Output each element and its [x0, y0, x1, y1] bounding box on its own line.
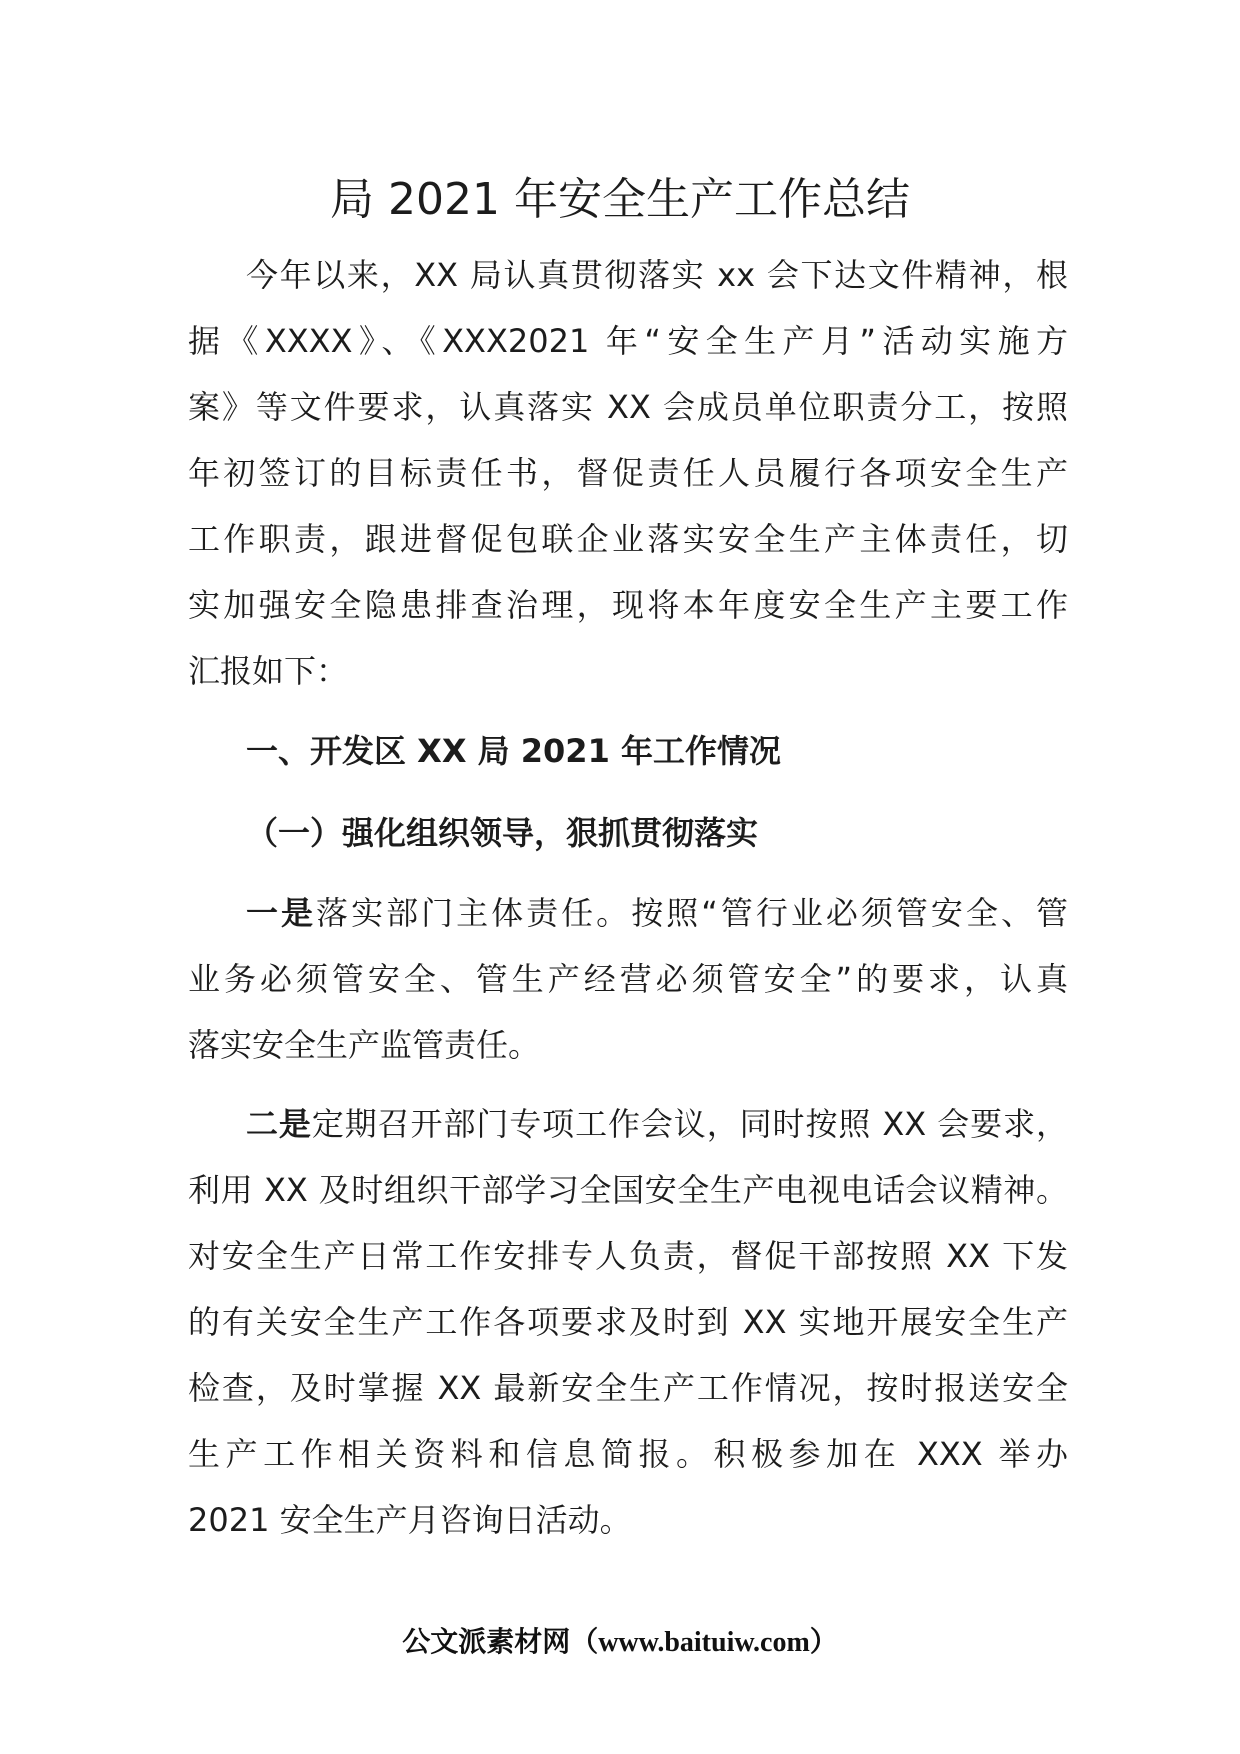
document-title: 局 2021 年安全生产工作总结: [330, 174, 910, 225]
point-line: 2021 安全生产月咨询日活动。: [188, 1501, 632, 1539]
intro-line: 年初签订的目标责任书，督促责任人员履行各项安全生产: [188, 454, 1068, 492]
point-one-paragraph: [188, 880, 1068, 1078]
point-line: 业务必须管安全、管生产经营必须管安全”的要求，认真: [188, 960, 1068, 998]
point-lead: 一是: [246, 894, 317, 932]
point-line: 落实安全生产监管责任。: [188, 1026, 541, 1064]
point-line: 生产工作相关资料和信息简报。积极参加在 XXX 举办: [188, 1435, 1068, 1473]
point-line: [188, 880, 1068, 946]
point-two-paragraph: [188, 1091, 1068, 1553]
subsection-heading: （一）强化组织领导，狠抓贯彻落实: [246, 814, 759, 852]
point-line: 检查，及时掌握 XX 最新安全生产工作情况，按时报送安全: [188, 1369, 1068, 1407]
point-line: 对安全生产日常工作安排专人负责，督促干部按照 XX 下发: [188, 1237, 1068, 1275]
section-heading: 一、开发区 XX 局 2021 年工作情况: [246, 732, 781, 770]
point-text: 定期召开部门专项工作会议，同时按照 XX 会要求，: [311, 1105, 1068, 1143]
point-lead: 二是: [246, 1105, 312, 1143]
point-text: 落实部门主体责任。按照“管行业必须管安全、管: [316, 894, 1068, 932]
intro-line: 今年以来，XX 局认真贯彻落实 xx 会下达文件精神，根: [246, 256, 1068, 294]
point-line: 的有关安全生产工作各项要求及时到 XX 实地开展安全生产: [188, 1303, 1068, 1341]
footer-watermark: 公文派素材网（www.baituiw.com）: [402, 1627, 838, 1658]
intro-line: 案》等文件要求，认真落实 XX 会成员单位职责分工，按照: [188, 388, 1068, 426]
intro-line: 汇报如下：: [188, 652, 349, 690]
point-line: 利用 XX 及时组织干部学习全国安全生产电视电话会议精神。: [188, 1171, 1068, 1209]
intro-line: 工作职责，跟进督促包联企业落实安全生产主体责任，切: [188, 520, 1068, 558]
intro-line: 实加强安全隐患排查治理，现将本年度安全生产主要工作: [188, 586, 1068, 624]
intro-paragraph: [188, 242, 1068, 704]
intro-line: 据《XXXX》、《XXX2021 年“安全生产月”活动实施方: [188, 322, 1068, 360]
point-line: [188, 1091, 1068, 1157]
